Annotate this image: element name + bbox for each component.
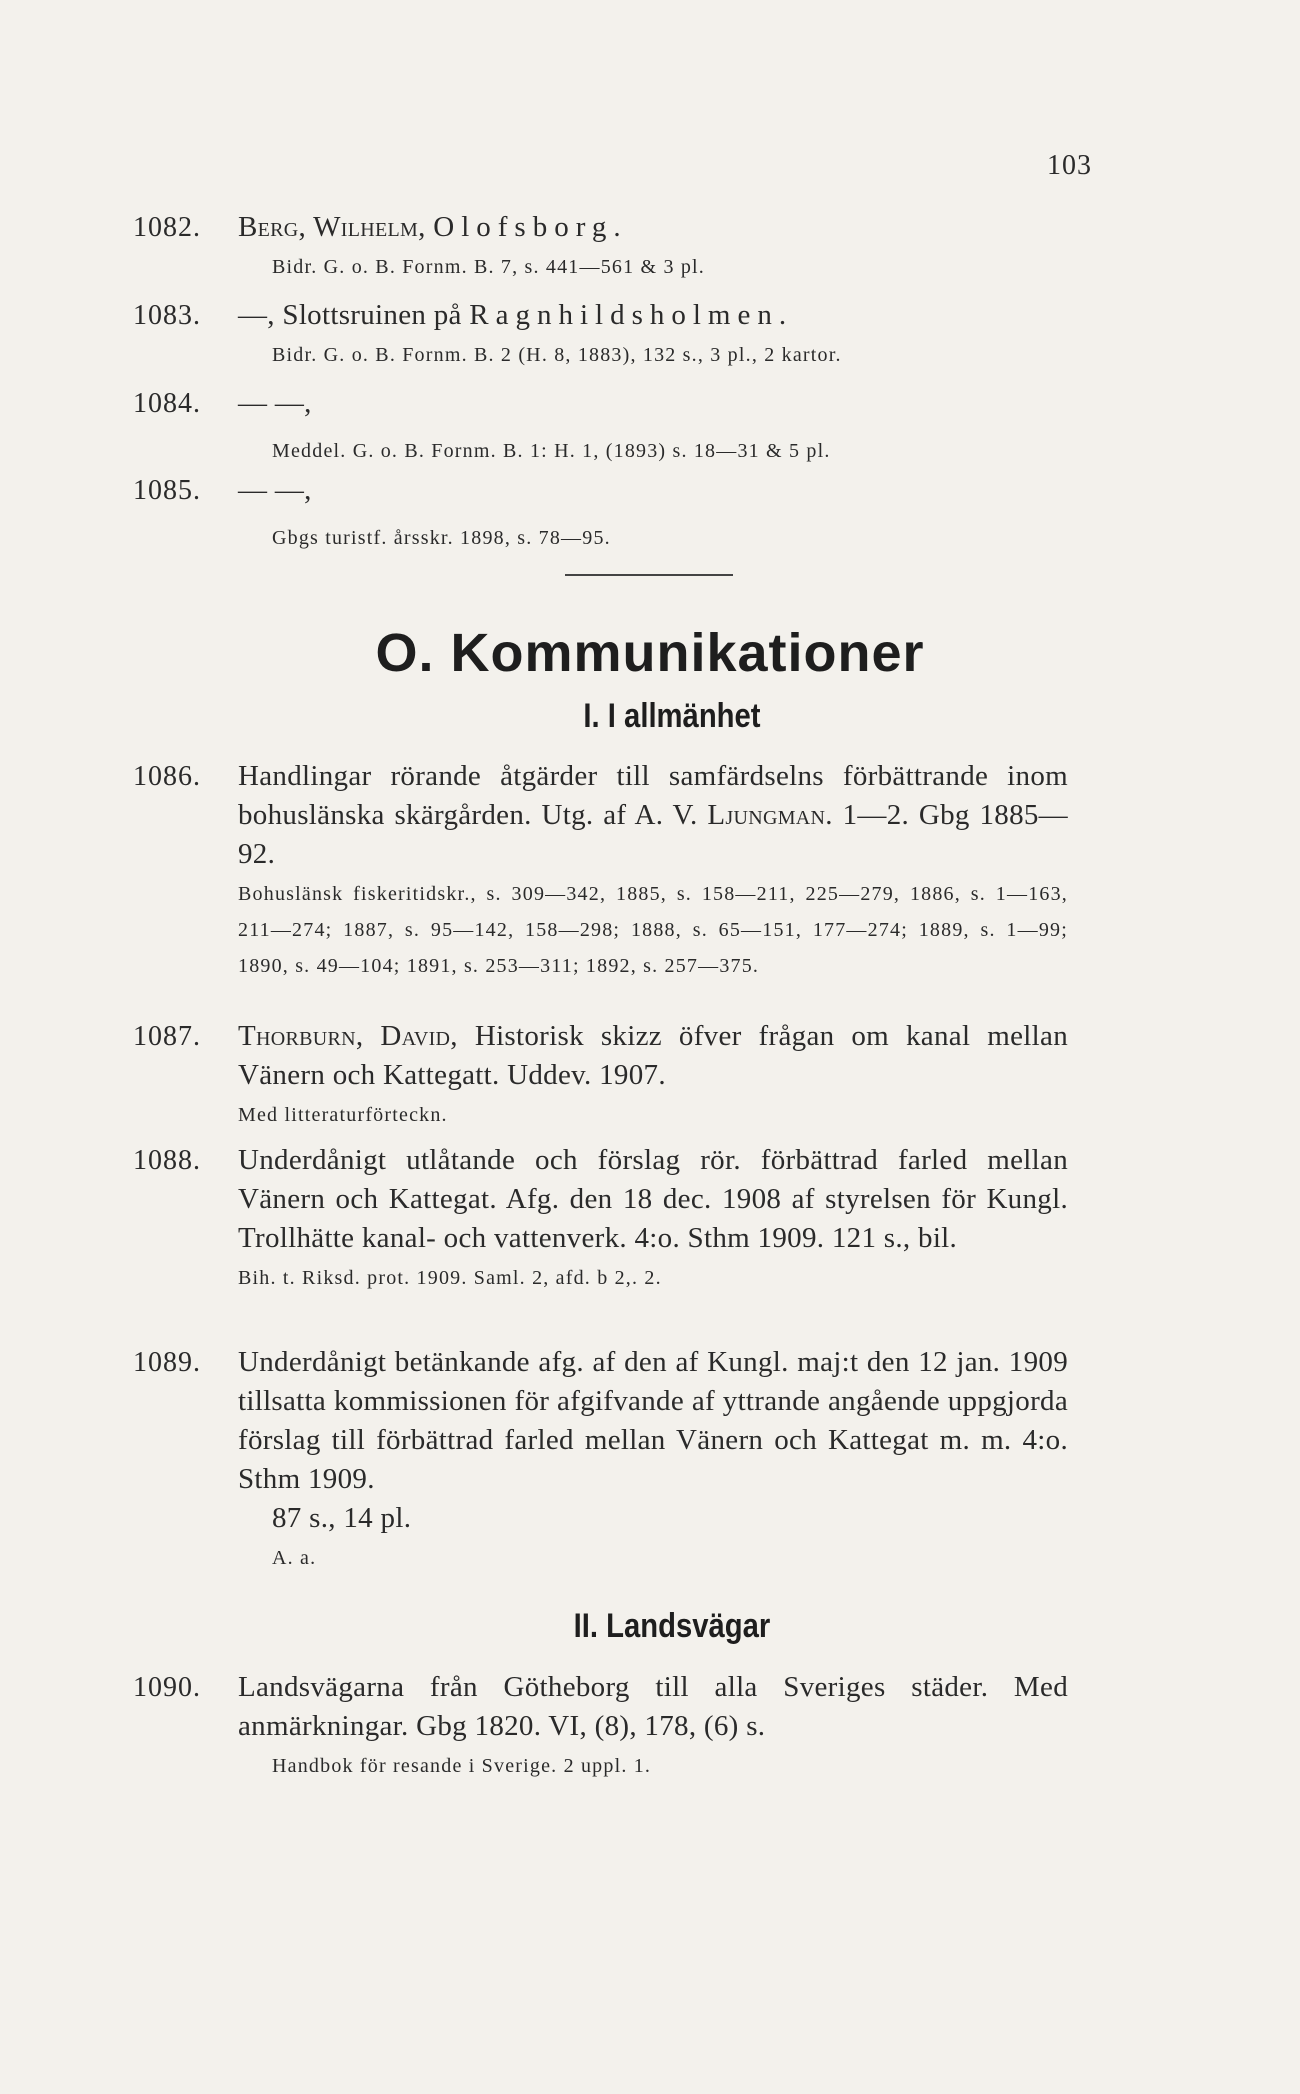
entry-title [238,208,1068,247]
entry-1084 [0,384,1300,469]
entry-1087 [0,1017,1300,1133]
entry-title [238,296,1068,335]
entry-1082 [0,208,1300,285]
entry-number: 1082. [133,212,201,243]
section-heading: O. Kommunikationer [375,623,925,683]
entry-note: Gbgs turistf. årsskr. 1898, s. 78—95. [272,527,611,549]
entry-place: Olofsborg. [433,211,628,243]
entry-note: Meddel. G. o. B. Fornm. B. 1: H. 1, (1893) s. 18—31 & 5 pl. [272,440,831,462]
entry-title-last-line: 87 s., 14 pl. [272,1502,412,1534]
entry-text: Historisk skizz öfver frågan om kanal mellan Vänern och Kattegatt. Uddev. 1907. [238,1020,1068,1091]
page-number: 103 [1047,150,1092,181]
entry-1083 [0,296,1300,373]
entry-title [238,757,1068,874]
entry-text-end: 1—2. Gbg 1885—92. [238,799,1068,870]
entry-number: 1086. [133,761,201,792]
entry-author: Berg, Wilhelm, [238,211,426,243]
entry-1088 [0,1141,1300,1296]
entry-title [238,1017,1068,1095]
entry-note: Bih. t. Riksd. prot. 1909. Saml. 2, afd. b 2,. 2. [238,1267,662,1289]
entry-number: 1085. [133,475,201,506]
entry-note: A. a. [272,1547,317,1569]
entry-title: Underdånigt betänkande afg. af den af Kungl. maj:t den 12 jan. 1909 tillsatta kommissionen för afgifvande af yttrande angående uppgjorda förslag till förbättrad farled mellan Vänern och Kattegat m. m. 4:o. Sthm 1909. [238,1346,1068,1495]
entry-title-prefix: —, Slottsruinen på [238,299,462,331]
entry-note: Bidr. G. o. B. Fornm. B. 7, s. 441—561 & 3 pl. [272,256,706,278]
entry-number: 1089. [133,1347,201,1378]
entry-1090 [0,1668,1300,1784]
subsection-heading: II. Landsvägar [573,1607,771,1645]
entry-note: Handbok för resande i Sverige. 2 uppl. 1. [272,1755,652,1777]
section-divider [565,574,733,576]
entry-note: Bidr. G. o. B. Fornm. B. 2 (H. 8, 1883), 132 s., 3 pl., 2 kartor. [272,344,842,366]
entry-title: — —, [238,387,312,419]
entry-number: 1087. [133,1021,201,1052]
entry-number: 1090. [133,1672,201,1703]
entry-number: 1084. [133,388,201,419]
entry-1085 [0,471,1300,556]
entry-title: — —, [238,474,312,506]
entry-author: Thorburn, David, [238,1020,458,1052]
entry-note: Bohuslänsk fiskeritidskr., s. 309—342, 1885, s. 158—211, 225—279, 1886, s. 1—163, 211—274; 1887, s. 95—142, 158—298; 1888, s. 65—151, 177—274; 1889, s. 1—99; 1890, s. 49—104; 1891, s. 253—311; 1892, s. 257—375. [238,883,1068,977]
entry-number: 1083. [133,300,201,331]
entry-author: Ljungman. [707,799,833,831]
entry-text: Handlingar rörande åtgärder till samfärdselns förbättrande inom bohuslänska skärgården. Utg. af A. V. [238,760,1068,831]
entry-number: 1088. [133,1145,201,1176]
entry-title: Underdånigt utlåtande och förslag rör. förbättrad farled mellan Vänern och Kattegat. Afg. den 18 dec. 1908 af styrelsen för Kungl. Trollhätte kanal- och vattenverk. 4:o. Sthm 1909. 121 s., bil. [238,1144,1068,1254]
entry-1086 [0,757,1300,984]
subsection-heading: I. I allmänhet [583,697,761,735]
entry-place: Ragnhildsholmen. [469,299,794,331]
entry-1089 [0,1343,1300,1576]
entry-note: Med litteraturförteckn. [238,1104,448,1126]
entry-title: Landsvägarna från Götheborg till alla Sveriges städer. Med anmärkningar. Gbg 1820. VI, (8), 178, (6) s. [238,1671,1068,1742]
